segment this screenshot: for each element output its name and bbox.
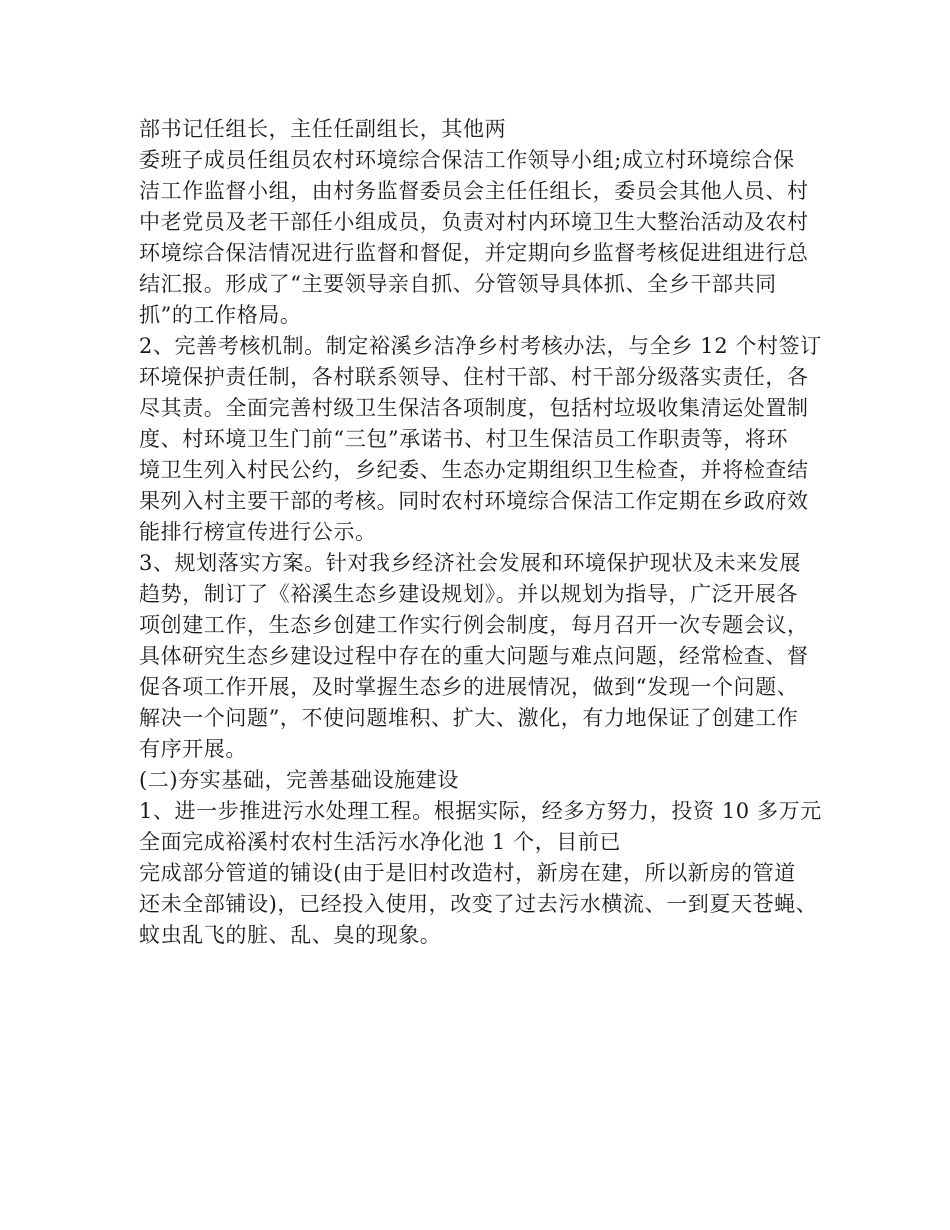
text-line: 委班子成员任组员农村环境综合保洁工作领导小组;成立村环境综合保: [139, 148, 795, 172]
text-line: 环境保护责任制，各村联系领导、住村干部、村干部分级落实责任，各: [139, 365, 809, 389]
text-line: 项创建工作，生态乡创建工作实行例会制度，每月召开一次专题会议，: [139, 613, 809, 637]
text-line: 能排行榜宣传进行公示。: [139, 520, 377, 544]
section-heading: (二)夯实基础，完善基础设施建设: [139, 768, 459, 792]
text-line: 还未全部铺设)，已经投入使用，改变了过去污水横流、一到夏天苍蝇、: [139, 892, 818, 916]
text-line: 果列入村主要干部的考核。同时农村环境综合保洁工作定期在乡政府效: [139, 489, 809, 513]
text-line: 洁工作监督小组，由村务监督委员会主任任组长，委员会其他人员、村: [139, 179, 809, 203]
text-line: 有序开展。: [139, 737, 247, 761]
text-line: 抓”的工作格局。: [139, 303, 302, 327]
text-line: 促各项工作开展，及时掌握生态乡的进展情况，做到“发现一个问题、: [139, 675, 799, 699]
text-line: 1、进一步推进污水处理工程。根据实际，经多方努力，投资 10 多万元: [139, 799, 822, 823]
text-line: 蚊虫乱飞的脏、乱、臭的现象。: [139, 923, 442, 947]
text-line: 境卫生列入村民公约，乡纪委、生态办定期组织卫生检查，并将检查结: [139, 458, 809, 482]
text-line: 解决一个问题”，不使问题堆积、扩大、激化，有力地保证了创建工作: [139, 706, 799, 730]
text-line: 中老党员及老干部任小组成员，负责对村内环境卫生大整治活动及农村: [139, 210, 809, 234]
text-line: 环境综合保洁情况进行监督和督促，并定期向乡监督考核促进组进行总: [139, 241, 809, 265]
text-line: 部书记任组长，主任任副组长，其他两: [139, 117, 507, 141]
text-line: 3、规划落实方案。针对我乡经济社会发展和环境保护现状及未来发展: [139, 551, 801, 575]
text-line: 尽其责。全面完善村级卫生保洁各项制度，包括村垃圾收集清运处置制: [139, 396, 809, 420]
text-line: 2、完善考核机制。制定裕溪乡洁净乡村考核办法，与全乡 12 个村签订: [139, 334, 822, 358]
text-line: 全面完成裕溪村农村生活污水净化池 1 个，目前已: [139, 830, 622, 854]
text-line: 趋势，制订了《裕溪生态乡建设规划》。并以规划为指导，广泛开展各: [139, 582, 799, 606]
text-line: 完成部分管道的铺设(由于是旧村改造村，新房在建，所以新房的管道: [139, 861, 796, 885]
text-line: 结汇报。形成了“主要领导亲自抓、分管领导具体抓、全乡干部共同: [139, 272, 777, 296]
text-line: 度、村环境卫生门前“三包”承诺书、村卫生保洁员工作职责等，将环: [139, 427, 789, 451]
text-line: 具体研究生态乡建设过程中存在的重大问题与难点问题，经常检查、督: [139, 644, 809, 668]
document-body: [139, 114, 839, 951]
